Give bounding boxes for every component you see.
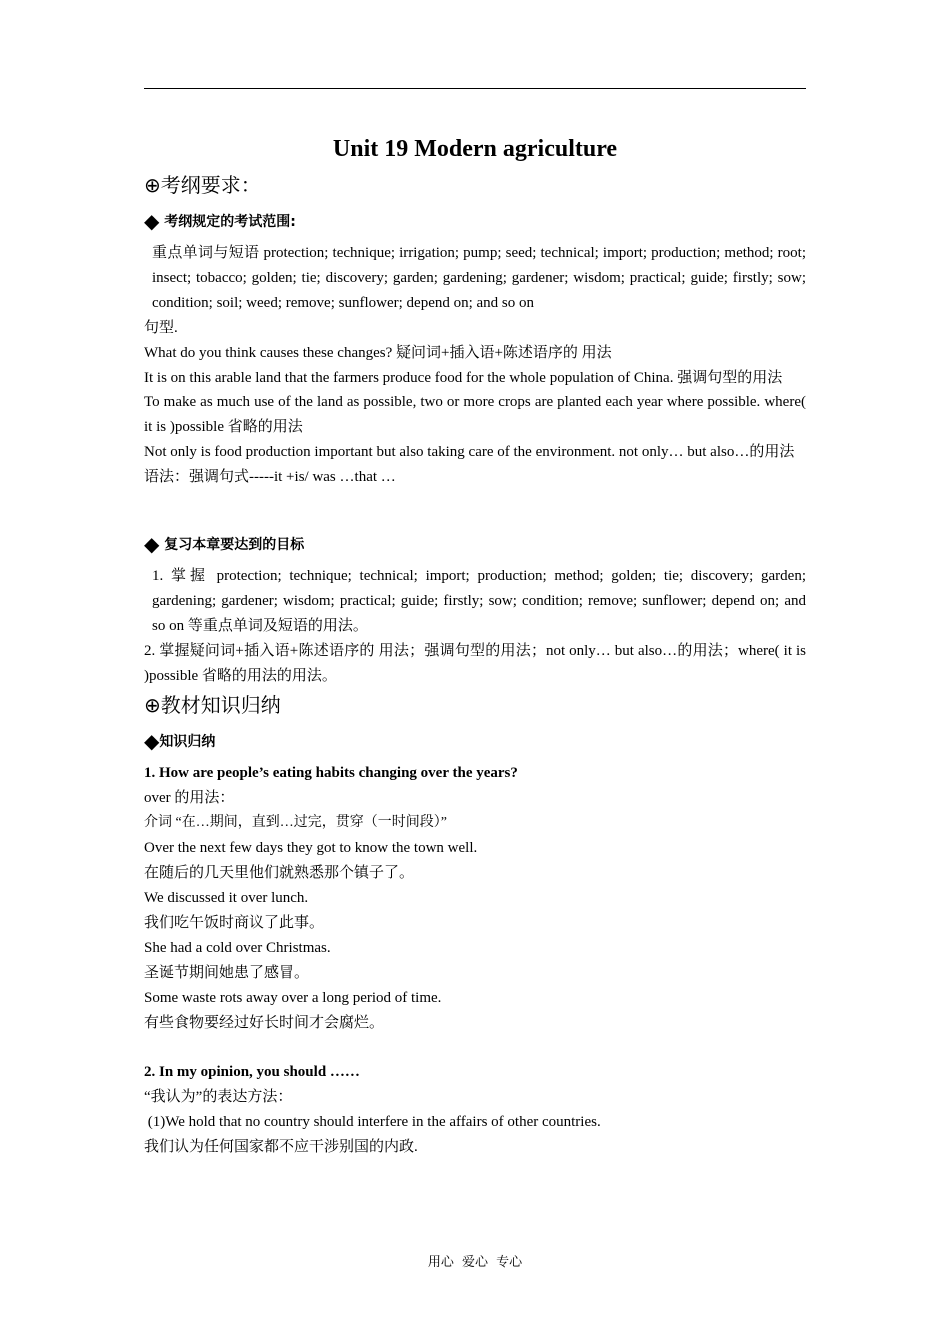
page-title: Unit 19 Modern agriculture: [332, 136, 618, 162]
diamond-icon: ◆: [144, 531, 160, 556]
knowledge-item-heading: 1. How are people’s eating habits changing over the years?: [144, 765, 518, 782]
knowledge-line: 圣诞节期间她患了感冒。: [144, 964, 310, 981]
subheading-review-goals: [144, 531, 806, 558]
knowledge-line: She had a cold over Christmas.: [144, 939, 331, 956]
section-heading-syllabus: [144, 170, 806, 200]
knowledge-line: Over the next few days they got to know the town well.: [144, 840, 478, 857]
section-heading-text: 考纲要求：: [160, 173, 261, 197]
knowledge-line: 介词 “在…期间，直到…过完，贯穿（一时间段）”: [144, 815, 447, 831]
circle-plus-icon: ⊕: [144, 693, 161, 718]
knowledge-line: “我认为”的表达方法：: [144, 1089, 293, 1106]
subheading-text: 复习本章要达到的目标: [164, 536, 305, 553]
page-footer: 用心 爱心 专心: [427, 1255, 523, 1270]
knowledge-line: 我们吃午饭时商议了此事。: [144, 914, 325, 931]
subheading-text: 考纲规定的考试范围:: [164, 214, 296, 230]
paragraph-example: What do you think causes these changes? 疑问词+插入语+陈述语序的 用法: [144, 344, 612, 361]
diamond-icon: ◆: [144, 729, 160, 754]
circle-plus-icon: ⊕: [144, 173, 161, 197]
section-heading-text: 教材知识归纳: [160, 693, 281, 718]
subheading-exam-scope: [144, 208, 806, 235]
paragraph-example: Not only is food production important but also taking care of the environment. not only… but also…的用法: [144, 444, 795, 461]
paragraph-sentence-patterns: 句型.: [144, 319, 178, 336]
knowledge-line: 在随后的几天里他们就熟悉那个镇子了。: [144, 865, 415, 882]
document-body: [144, 132, 806, 1160]
knowledge-line: (1)We hold that no country should interfere in the affairs of other countries.: [144, 1114, 601, 1131]
knowledge-line: 有些食物要经过好长时间才会腐烂。: [144, 1014, 385, 1031]
paragraph-key-words: 重点单词与短语 protection; technique; irrigation; pump; seed; technical; import; production; method; root; insect; tobacco; golden; tie; discovery; garden; gardening; gardener; wisdom; practical; guide; firstly; sow; condition; soil; weed; remove; sunflower; depend on; and so on: [152, 245, 806, 311]
diamond-icon: ◆: [144, 209, 160, 233]
knowledge-line: Some waste rots away over a long period of time.: [144, 989, 442, 1006]
header-rule: [144, 88, 806, 89]
subheading-knowledge-summary: [144, 728, 806, 755]
section-heading-knowledge: [144, 690, 806, 720]
knowledge-line: We discussed it over lunch.: [144, 890, 309, 907]
goal-item-2: 2. 掌握疑问词+插入语+陈述语序的 用法；强调句型的用法；not only… but also…的用法；where( it is )possible 省略的用法的用法。: [144, 642, 806, 684]
knowledge-line: over 的用法：: [144, 790, 235, 807]
knowledge-item-heading: 2. In my opinion, you should ……: [144, 1064, 360, 1081]
subheading-text: 知识归纳: [159, 734, 216, 751]
paragraph-grammar: 语法：强调句式-----it +is/ was …that …: [144, 469, 396, 486]
paragraph-example: To make as much use of the land as possible, two or more crops are planted each year where possible. where( it is )possible 省略的用法: [144, 394, 806, 436]
knowledge-line: 我们认为任何国家都不应干涉别国的内政.: [144, 1139, 418, 1156]
goal-item-1: 1. 掌握 protection; technique; technical; import; production; method; golden; tie; discovery; garden; gardening; gardener; wisdom; practical; guide; firstly; sow; condition; remove; sunflower; depend on; and so on 等重点单词及短语的用法。: [152, 567, 806, 634]
paragraph-example: It is on this arable land that the farmers produce food for the whole population of China. 强调句型的用法: [144, 369, 783, 386]
